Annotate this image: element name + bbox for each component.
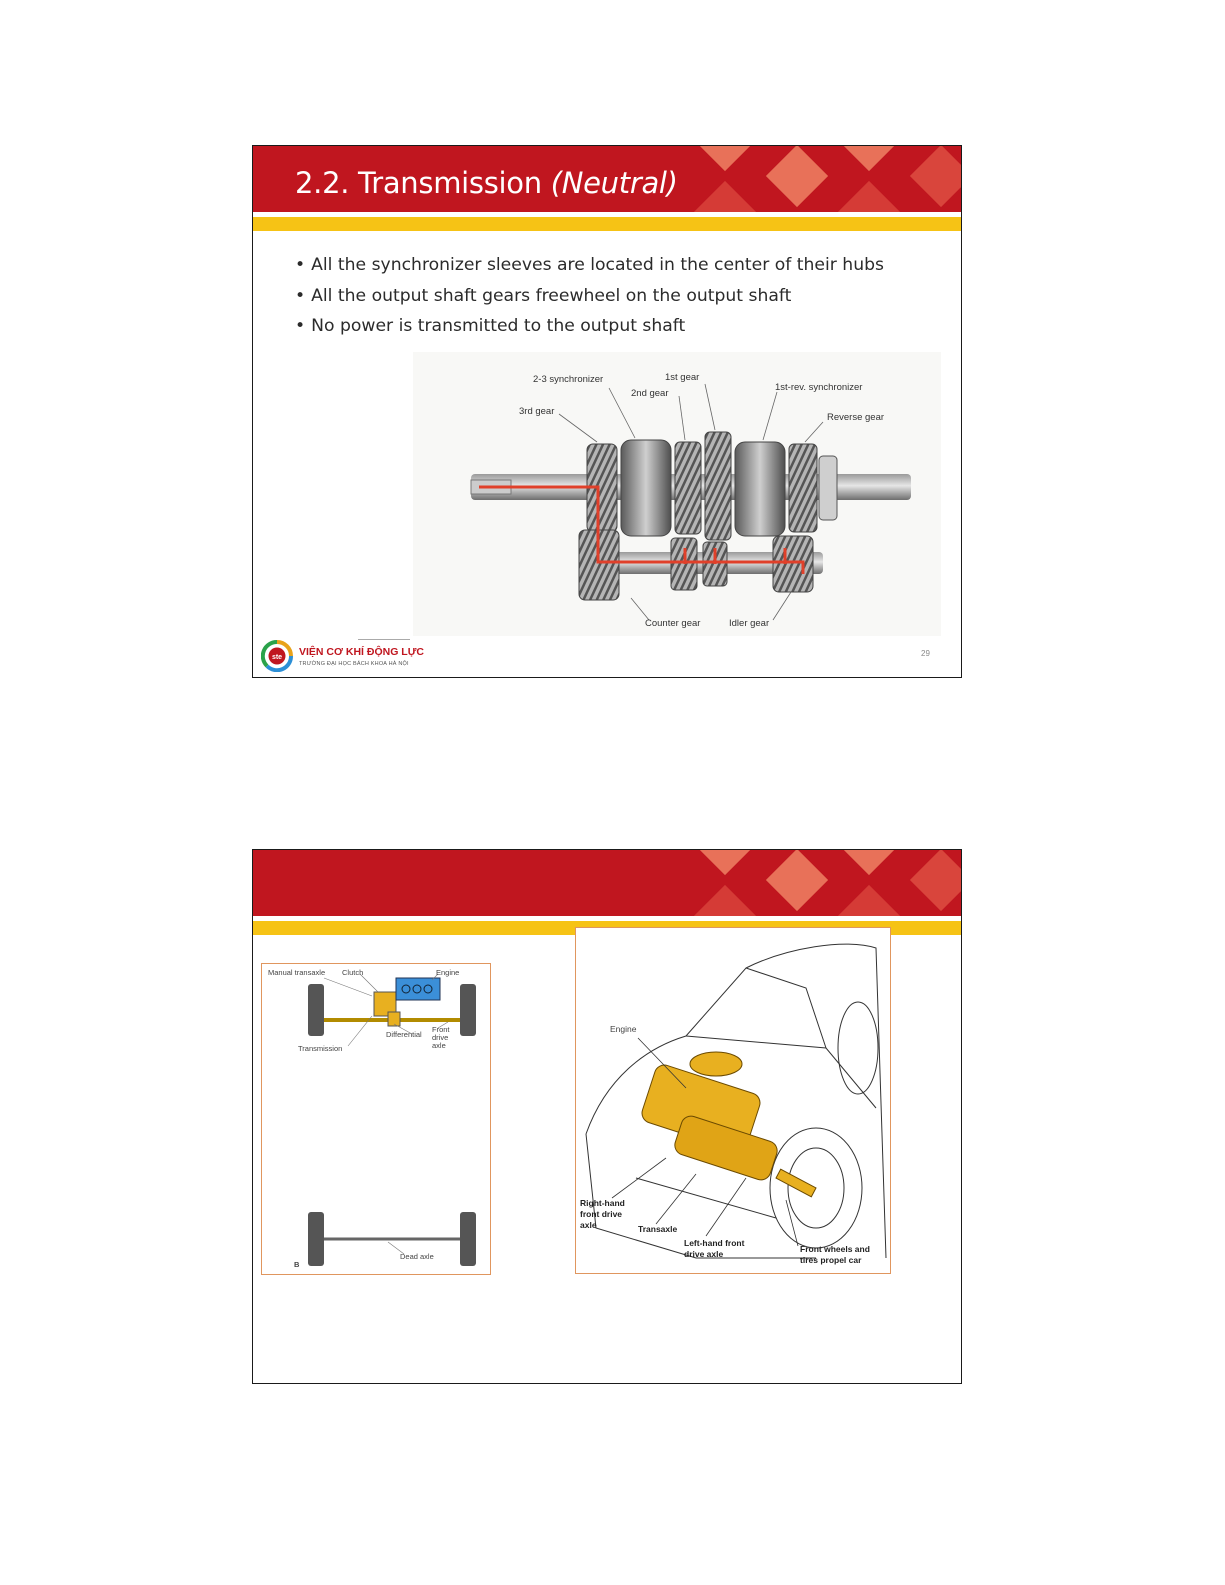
header-diamond-decoration <box>838 885 900 916</box>
label-transaxle: Transaxle <box>638 1224 678 1234</box>
header-diamond-decoration <box>838 850 900 875</box>
header-diamond-decoration <box>694 181 756 212</box>
first-gear <box>705 432 731 540</box>
label-front-drive-axle: Front drive axle <box>432 1025 450 1050</box>
label-left-hand-front-drive-axle: Left-hand front drive axle <box>684 1238 745 1259</box>
bullet-list <box>295 250 884 342</box>
label-dead-axle: Dead axle <box>400 1252 434 1261</box>
header-diamond-decoration <box>910 850 961 911</box>
rear-right-wheel <box>460 1212 476 1266</box>
bullet-item: • All the output shaft gears freewheel on the output shaft <box>295 281 884 312</box>
label-1st-rev-synchronizer: 1st-rev. synchronizer <box>775 382 863 393</box>
slide-header-band <box>253 850 961 916</box>
gearbox-neutral-figure <box>413 352 941 636</box>
institute-name: VIỆN CƠ KHÍ ĐỘNG LỰC <box>299 646 425 658</box>
label-differential: Differential <box>386 1030 422 1039</box>
bullet-item: • No power is transmitted to the output shaft <box>295 311 884 342</box>
engine-block <box>396 978 440 1000</box>
bearing <box>819 456 837 520</box>
header-diamond-decoration <box>694 146 756 171</box>
header-diamond-decoration <box>838 146 900 171</box>
differential-block <box>388 1012 400 1026</box>
label-3rd-gear: 3rd gear <box>519 406 555 417</box>
header-diamond-decoration <box>766 146 828 207</box>
label-transmission: Transmission <box>298 1044 343 1053</box>
slide-front-wheel-drive <box>252 849 962 1384</box>
synchronizer-2-3 <box>621 440 671 536</box>
fwd-layout-figure <box>261 963 491 1275</box>
idler-gear <box>773 536 813 592</box>
rear-left-wheel <box>308 1212 324 1266</box>
slide-header-band <box>253 146 961 212</box>
fwd-layout-diagram <box>262 964 490 1274</box>
gold-accent-bar <box>253 217 961 231</box>
label-front-wheels-propel: Front wheels and tires propel car <box>800 1244 870 1265</box>
reverse-gear <box>789 444 817 532</box>
label-idler-gear: Idler gear <box>729 618 770 629</box>
header-diamond-decoration <box>694 850 756 875</box>
header-diamond-decoration <box>694 885 756 916</box>
label-engine: Engine <box>436 968 460 977</box>
slide-transmission-neutral <box>252 145 962 678</box>
engine-transaxle-yellow <box>639 1052 816 1197</box>
ste-logo-icon <box>261 640 293 672</box>
gearbox-illustration <box>413 352 941 636</box>
label-clutch: Clutch <box>342 968 364 977</box>
label-panel-letter: B <box>294 1260 300 1269</box>
header-diamond-decoration <box>766 850 828 911</box>
footer-rule <box>358 639 410 640</box>
label-1st-gear: 1st gear <box>665 372 700 383</box>
bullet-item: • All the synchronizer sleeves are located in the center of their hubs <box>295 250 884 281</box>
header-diamond-decoration <box>838 181 900 212</box>
label-right-hand-front-drive-axle: Right-hand front drive axle <box>580 1198 625 1230</box>
slide-title-italic: (Neutral) <box>550 166 678 200</box>
label-manual-transaxle: Manual transaxle <box>268 968 326 977</box>
front-left-wheel <box>308 984 324 1036</box>
university-name: TRƯỜNG ĐẠI HỌC BÁCH KHOA HÀ NỘI <box>299 661 409 667</box>
label-reverse-gear: Reverse gear <box>827 412 885 423</box>
synchronizer-1st-rev <box>735 442 785 536</box>
header-diamond-decoration <box>910 146 961 207</box>
logo-text: ste <box>271 654 283 661</box>
front-right-wheel <box>460 984 476 1036</box>
label-engine: Engine <box>610 1024 637 1034</box>
slide-title: 2.2. Transmission (Neutral) <box>295 166 678 200</box>
label-2-3-synchronizer: 2-3 synchronizer <box>533 374 604 385</box>
second-gear <box>675 442 701 534</box>
label-counter-gear: Counter gear <box>645 618 701 629</box>
page-number: 29 <box>921 649 930 658</box>
label-2nd-gear: 2nd gear <box>631 388 669 399</box>
car-transaxle-figure <box>575 927 891 1274</box>
